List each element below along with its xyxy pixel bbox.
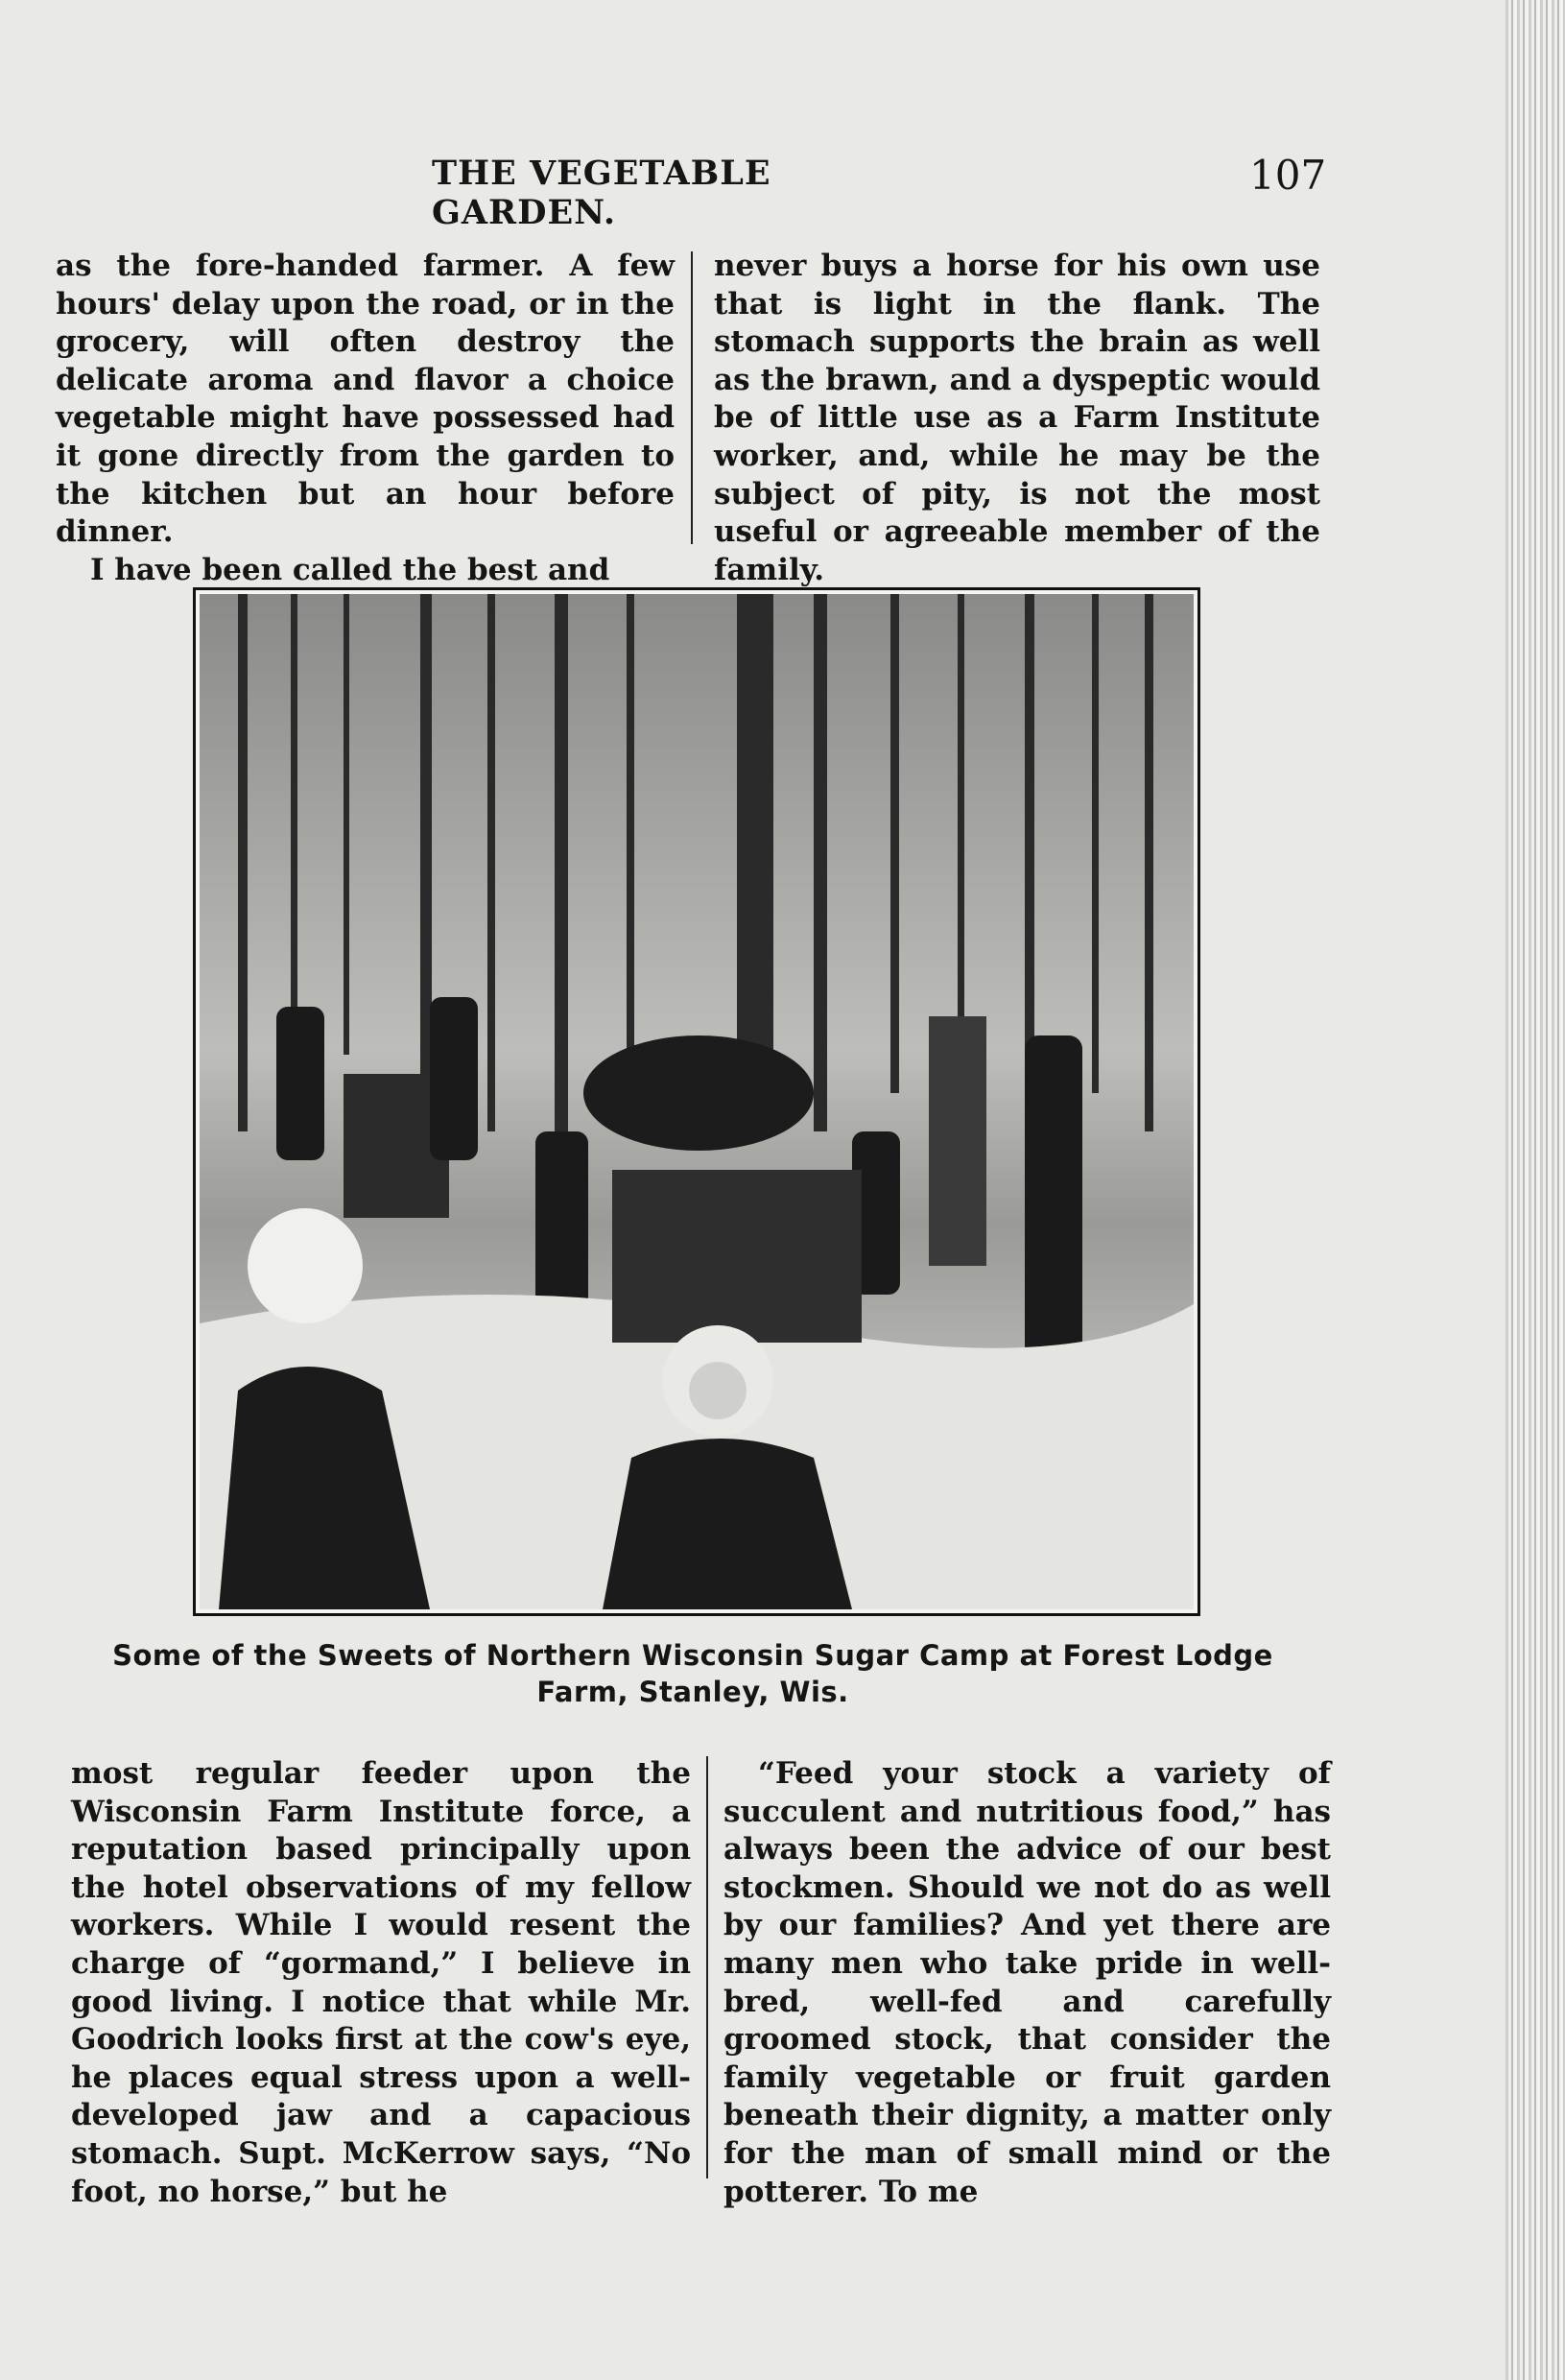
paragraph: as the fore-handed farmer. A few hours' delay upon the road, or in the grocery, will often destroy the delicate aroma and flavor a choice vegetable might have possessed had it gone directly from the garden to the kitchen but an hour before dinner. <box>56 249 675 550</box>
bottom-right-column <box>723 1755 1331 2211</box>
paragraph: “Feed your stock a variety of succulent and nutritious food,” has always been the advice of our best stockmen. Should we not do as well by our families? And yet there are many men who take pride in well-bred, well-fed and carefully groomed stock, that consider the family vegetable or fruit garden beneath their dignity, a matter only for the man of small mind or the potterer. To me <box>723 1756 1331 2209</box>
top-left-column <box>56 248 675 589</box>
running-head: THE VEGETABLE GARDEN. <box>432 154 771 232</box>
caption-line-2: Farm, Stanley, Wis. <box>536 1676 849 1708</box>
column-rule <box>706 1756 708 2178</box>
column-rule <box>691 251 693 544</box>
paragraph: I have been called the best and <box>90 552 610 587</box>
photo-illustration <box>200 594 1194 1609</box>
paragraph: most regular feeder upon the Wisconsin Farm Institute force, a reputation based principally upon the hotel observations of my fellow workers. While I would resent the charge of “gormand,” I believe in good living. I notice that while Mr. Goodrich looks first at the cow's eye, he places equal stress upon a well-developed jaw and a capacious stomach. Supt. McKerrow says, “No foot, no horse,” but he <box>71 1756 691 2209</box>
bottom-left-column <box>71 1755 691 2211</box>
sugar-camp-photograph <box>193 587 1200 1616</box>
photo-caption <box>63 1637 1322 1710</box>
caption-line-1: Some of the Sweets of Northern Wisconsin Sugar Camp at Forest Lodge <box>112 1639 1273 1672</box>
paragraph: never buys a horse for his own use that is light in the flank. The stomach supports the brain as well as the brawn, and a dyspeptic would be of little use as a Farm Institute worker, and, while he may be the subject of pity, is not the most useful or agreeable member of the family. <box>714 249 1320 587</box>
top-right-column <box>714 248 1320 589</box>
page-number: 107 <box>1249 152 1327 199</box>
page-edge <box>1506 0 1565 2380</box>
